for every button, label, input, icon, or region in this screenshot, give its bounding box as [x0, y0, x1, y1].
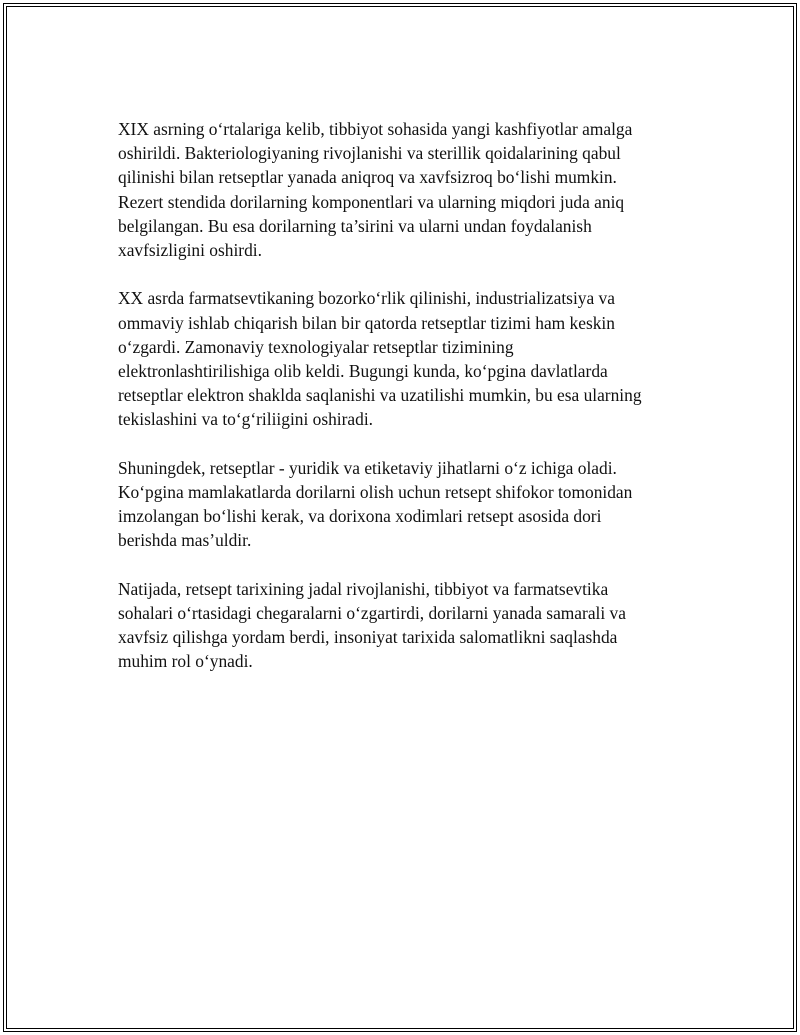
- paragraph-1: XIX asrning o‘rtalariga kelib, tibbiyot sohasida yangi kashfiyotlar amalga oshirildi. Bakteriologiyaning rivojlanishi va sterillik qoidalarining qabul qilinishi bilan retseptlar yanada aniqroq va xavfsizroq bo‘lishi mumkin. Rezert stendida dorilarning komponentlari va ularning miqdori juda aniq belgilangan. Bu esa dorilarning ta’sirini va ularni undan foydalanish xavfsizligini oshirdi.: [118, 119, 633, 261]
- paragraph-2: XX asrda farmatsevtikaning bozorko‘rlik qilinishi, industrializatsiya va ommaviy ishlab chiqarish bilan bir qatorda retseptlar tizimi ham keskin o‘zgardi. Zamonaviy texnologiyalar retseptlar tizimining elektronlashtirilishiga olib keldi. Bugungi kunda, ko‘pgina davlatlarda retseptlar elektron shaklda saqlanishi va uzatilishi mumkin, bu esa ularning tekislashini va to‘g‘riliigini oshiradi.: [118, 288, 642, 430]
- paragraph-4: Natijada, retsept tarixining jadal rivojlanishi, tibbiyot va farmatsevtika sohalari o‘rtasidagi chegaralarni o‘zgartirdi, dorilarni yanada samarali va xavfsiz qilishga yordam berdi, insoniyat tarixida salomatlikni saqlashda muhim rol o‘ynadi.: [118, 578, 626, 672]
- paragraph-3: Shuningdek, retseptlar - yuridik va etiketaviy jihatlarni o‘z ichiga oladi. Ko‘pgina mamlakatlarda dorilarni olish uchun retsept shifokor tomonidan imzolangan bo‘lishi kerak, va dorixona xodimlari retsept asosida dori berishda mas’uldir.: [118, 457, 633, 551]
- document-body: [118, 117, 678, 698]
